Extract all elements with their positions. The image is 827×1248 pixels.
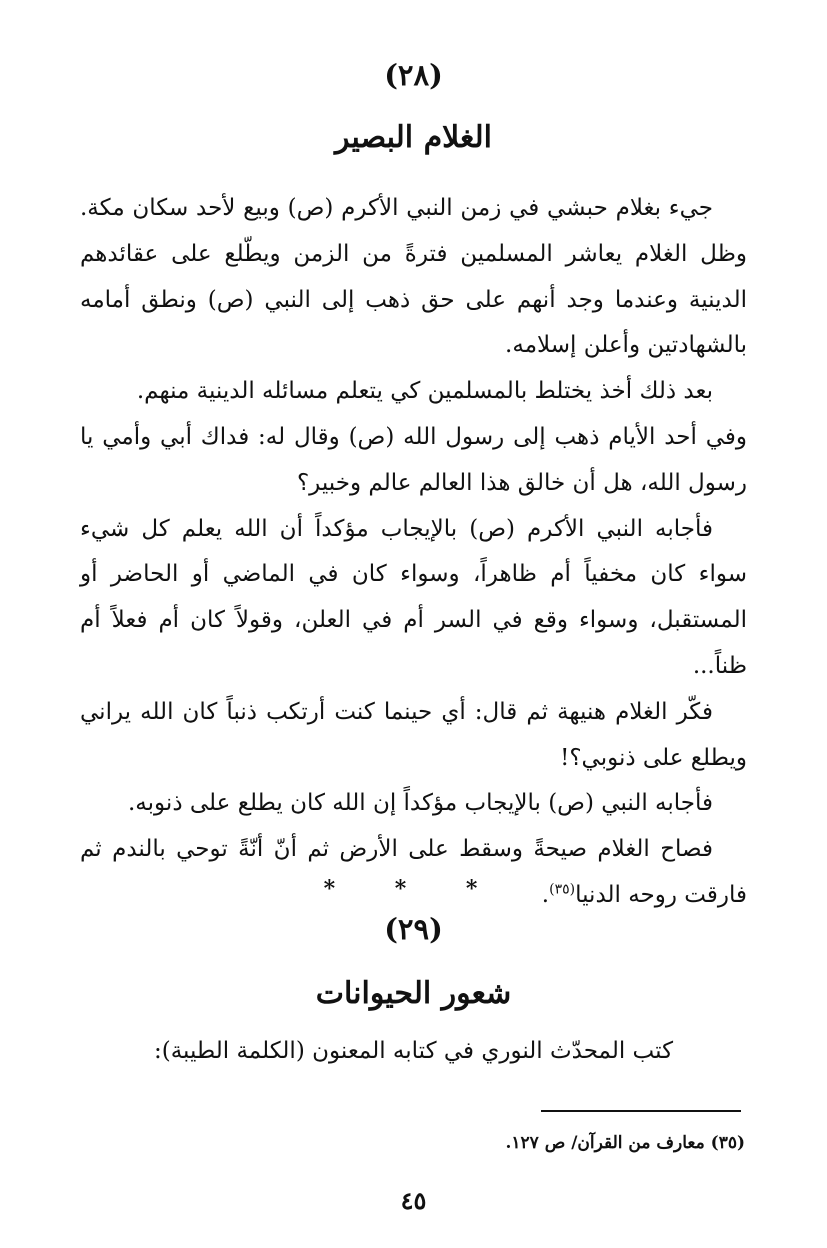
section-title: شعور الحيوانات [315, 976, 512, 1011]
paragraph: جيء بغلام حبشي في زمن النبي الأكرم (ص) وبيع لأحد سكان مكة. وظل الغلام يعاشر المسلمين فترةً من الزمن ويطّلع على عقائدهم الدينية وعندما وجد أنهم على حق ذهب إلى النبي (ص) ونطق أمامه بالشهادتين وأعلن إسلامه. [80, 195, 747, 359]
section-number: (٢٩) [384, 912, 443, 946]
section-separator: * * * [323, 876, 504, 902]
section-body [80, 186, 747, 919]
footnote: (٣٥) معارف من القرآن/ ص ١٢٧. [505, 1133, 745, 1153]
paragraph-text: فصاح الغلام صيحةً وسقط على الأرض ثم أنّ أنّةً توحي بالندم ثم فارقت روحه الدنيا [80, 836, 747, 908]
paragraph: فأجابه النبي الأكرم (ص) بالإيجاب مؤكداً أن الله يعلم كل شيء سواء كان مخفياً أم ظاهراً، وسواء كان في الماضي أو الحاضر أو المستقبل، وسواء وقع في السر أم في العلن، وقولاً كان أم فعلاً أم ظناً... [80, 515, 747, 679]
paragraph: فأجابه النبي (ص) بالإيجاب مؤكداً إن الله كان يطلع على ذنوبه. [128, 790, 713, 817]
page-number: ٤٥ [400, 1186, 427, 1215]
paragraph [80, 827, 747, 919]
footnote-divider [541, 1110, 741, 1112]
paragraph: وفي أحد الأيام ذهب إلى رسول الله (ص) وقال له: فداك أبي وأمي يا رسول الله، هل أن خالق هذا العالم عالم وخبير؟ [80, 423, 747, 496]
footnote-reference: (٣٥) [549, 881, 576, 898]
paragraph-end: . [541, 881, 550, 908]
paragraph: فكّر الغلام هنيهة ثم قال: أي حينما كنت أرتكب ذنباً كان الله يراني ويطلع على ذنوبي؟! [80, 698, 747, 771]
section-intro: كتب المحدّث النوري في كتابه المعنون (الكلمة الطيبة): [153, 1038, 674, 1064]
paragraph: بعد ذلك أخذ يختلط بالمسلمين كي يتعلم مسائله الدينية منهم. [136, 378, 713, 405]
section-title: الغلام البصير [334, 120, 493, 155]
section-number: (٢٨) [384, 58, 443, 92]
